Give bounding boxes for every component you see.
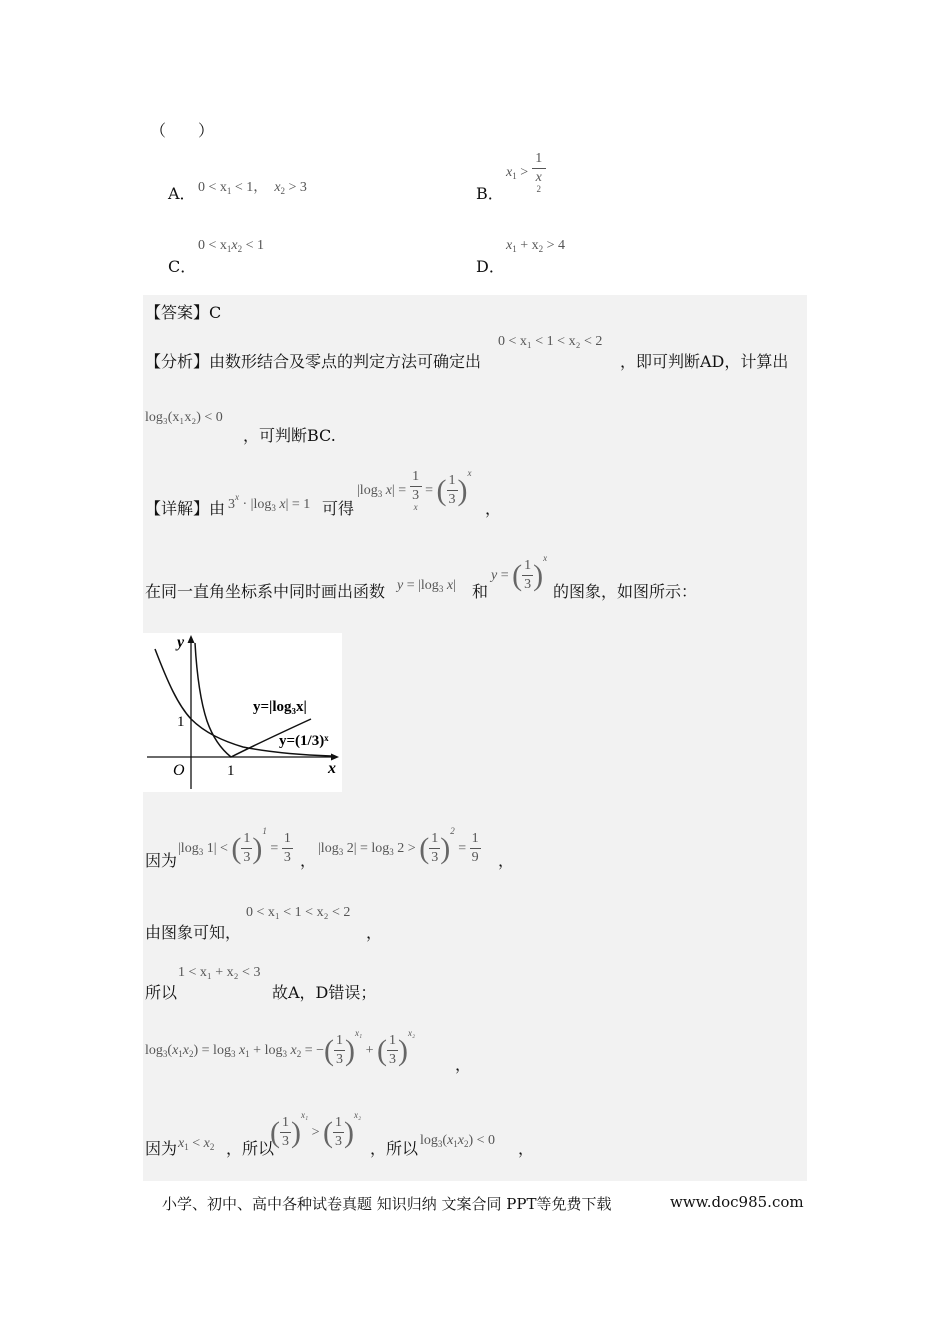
- footer-text: 小学、初中、高中各种试卷真题 知识归纳 文案合同 PPT等免费下载: [162, 1195, 612, 1213]
- final-expr-2: ( $\frac{1}{3}$ )$^{x_1}$ > ( $\frac{1}{3}$ )$^{x_2}$: [270, 1110, 362, 1150]
- option-a-expr: $0 < x_1 < 1$， $x_2 > 3$: [198, 180, 307, 196]
- compare-expr-2: $|\log_3$ $2| = \log_3 2$ > ( $\frac{1}{3}$ )$^2$ = $\frac{1}{9}$: [318, 826, 479, 866]
- log-product-comma: ，: [455, 1055, 472, 1074]
- y-axis-label: y: [177, 634, 185, 651]
- x-tick-1: 1: [227, 763, 235, 779]
- final-so-2: ，所以: [370, 1139, 419, 1158]
- final-comma: ，: [518, 1139, 535, 1158]
- analysis-expr-2: log₃(x₁x₂) < 0: [145, 410, 223, 425]
- from-graph-comma: ，: [366, 923, 383, 942]
- option-c-expr: $0 < x_1x_2 < 1$: [198, 238, 265, 254]
- detail-label: 【详解】由: [145, 499, 226, 518]
- detail-comma: ，: [485, 499, 502, 518]
- function-graph: [143, 633, 342, 792]
- y-axis-arrow-icon: [188, 635, 195, 643]
- compare-expr-1: $|\log_3$ 1| < ( $\frac{1}{3}$ )$^1$ = $\frac{1}{3}$: [178, 826, 291, 866]
- option-d-expr: $x_1 + x_2 > 4$: [506, 238, 566, 254]
- analysis-expr: 0 < x₁ < 1 < x₂ < 2: [498, 334, 603, 349]
- final-because: 因为: [145, 1139, 178, 1158]
- analysis-tail: ，即可判断AD，计算出: [620, 352, 789, 371]
- footer-url[interactable]: www.doc985.com: [670, 1193, 804, 1211]
- answer-bracket: （ ）: [150, 121, 215, 140]
- option-c-label: C．: [168, 257, 197, 276]
- because-comma: ，: [498, 851, 515, 870]
- option-a-label: A．: [168, 184, 196, 203]
- graph-sentence-post: 的图象，如图所示：: [553, 582, 698, 601]
- graph-sentence-and: 和: [472, 582, 489, 601]
- option-d-label: D．: [476, 257, 505, 276]
- log-product-expr: $\log_3(x_1x_2) = \log_3 x_1 + \log_3 x_2$ = −( $\frac{1}{3}$ )$^{x_1}$ + ( $\frac{1}{3}$ )$^{x_2}$: [145, 1028, 416, 1068]
- answer-line: 【答案】C: [145, 303, 222, 322]
- final-expr-1: $x_1 < x_2$: [178, 1136, 215, 1152]
- option-b-expr: $x_1$ > 1 x 2: [506, 152, 546, 194]
- detail-expr-1: $3^x \cdot |\log_3$ x| = 1: [228, 492, 311, 513]
- detail-expr-2: $|\log_3$ x| = 1 3 x = ( $\frac{1}{3}$ )$^x$: [357, 468, 472, 512]
- so-label: 所以: [145, 983, 178, 1002]
- because-label: 因为: [145, 851, 178, 870]
- graph-sentence-pre: 在同一直角坐标系中同时画出函数: [145, 582, 386, 601]
- analysis-tail-2: ，可判断BC.: [243, 426, 336, 445]
- so-tail: 故A，D错误；: [272, 983, 377, 1002]
- log-curve-label: y=|log₃x|: [253, 699, 307, 715]
- from-graph-expr: 0 < x₁ < 1 < x₂ < 2: [246, 905, 351, 920]
- x-axis-label: x: [328, 760, 336, 777]
- so-expr: 1 < x₁ + x₂ < 3: [178, 965, 261, 980]
- exp-curve-label: y=(1/3)ˣ: [279, 733, 329, 749]
- func-exp-expr: y = ( $\frac{1}{3}$ )$^x$: [491, 553, 548, 593]
- because-sep: ，: [300, 851, 317, 870]
- y-tick-1: 1: [177, 714, 185, 730]
- func-log-expr: $y = |\log_3$ x|: [397, 578, 456, 594]
- detail-mid: 可得: [322, 499, 355, 518]
- analysis-text: 【分析】由数形结合及零点的判定方法可确定出: [145, 352, 482, 371]
- from-graph-label: 由图象可知，: [145, 923, 242, 942]
- final-so: ，所以: [226, 1139, 275, 1158]
- origin-label: O: [173, 762, 185, 779]
- option-b-label: B．: [476, 184, 504, 203]
- final-expr-3: $\log_3(x_1x_2) < 0$: [420, 1133, 496, 1149]
